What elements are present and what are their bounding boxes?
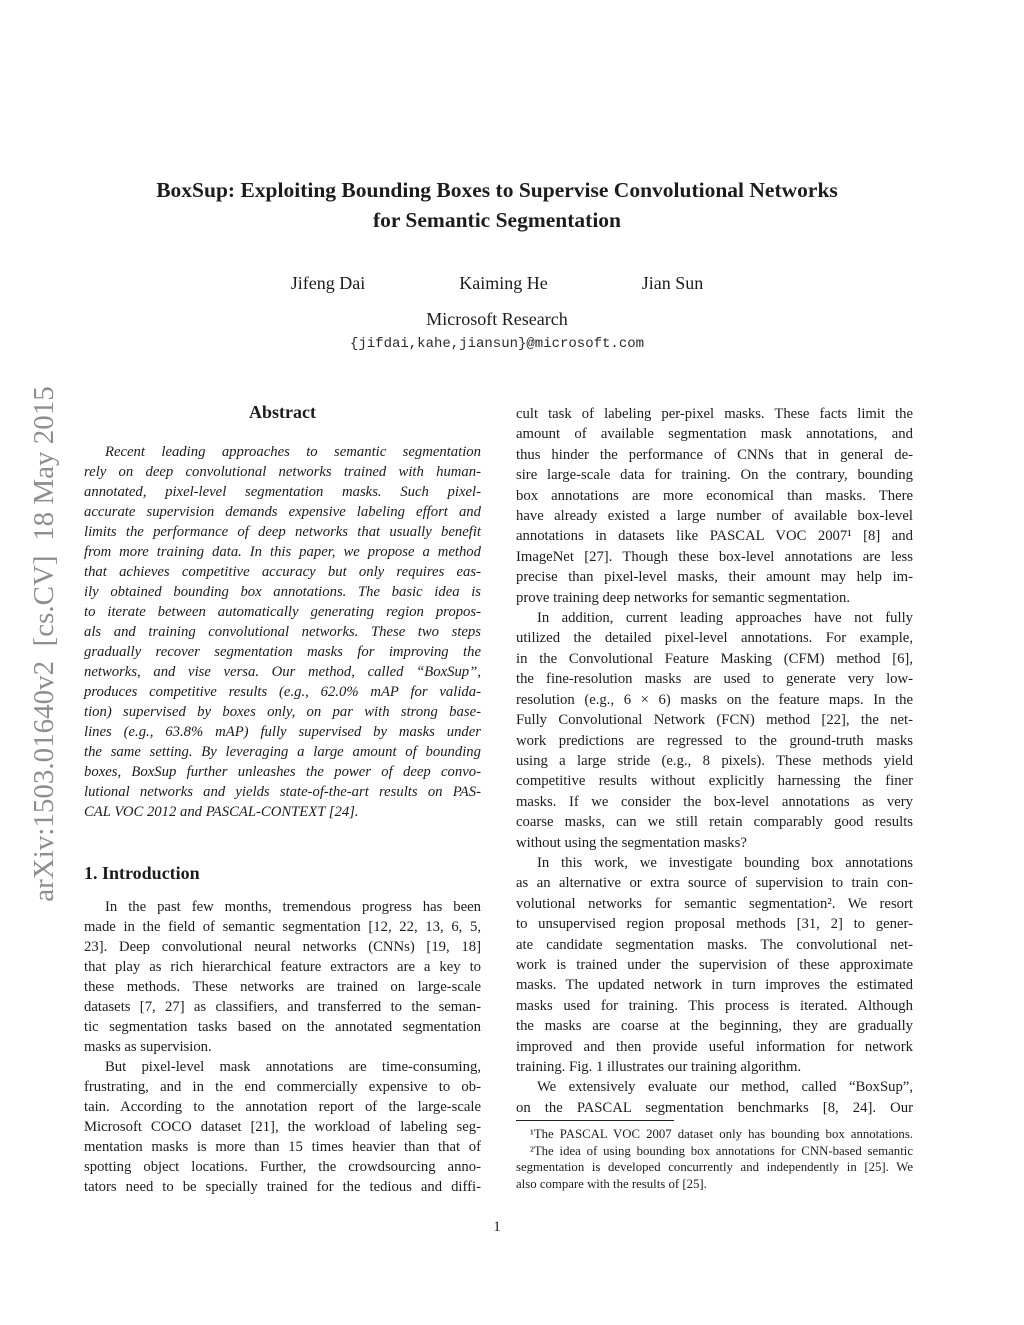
text-line: boxes, BoxSup further unleashes the power of deep convo- — [84, 764, 481, 780]
author-list — [0, 273, 994, 294]
text-line: utilized the detailed pixel-level annotations. For example, — [516, 630, 913, 647]
text-line: competitive results without explicitly harnessing the finer — [516, 773, 913, 790]
text-line: these methods. These networks are trained on large-scale — [84, 979, 481, 995]
text-line: datasets [7, 27] as classifiers, and transferred to the seman- — [84, 999, 481, 1015]
text-line: volutional networks for semantic segmentation². We resort — [516, 895, 913, 912]
text-line: produces competitive results (e.g., 62.0% mAP for valida- — [84, 684, 481, 700]
text-line: lines (e.g., 63.8% mAP) fully supervised by masks under — [84, 724, 481, 740]
abstract-paragraph — [84, 442, 481, 822]
paper-title-line-2: for Semantic Segmentation — [372, 208, 622, 232]
text-line: precise than pixel-level masks, their amount may help im- — [516, 569, 913, 586]
introduction-heading: 1. Introduction — [84, 863, 200, 883]
author-3: Jian Sun — [641, 273, 704, 293]
page-number: 1 — [493, 1219, 501, 1235]
text-line: rely on deep convolutional networks trained with human- — [84, 464, 481, 480]
text-line: limits the performance of deep networks that usually benefit — [84, 524, 481, 540]
text-line: But pixel-level mask annotations are time-consuming, — [105, 1059, 481, 1075]
author-2: Kaiming He — [459, 273, 548, 293]
right-column — [516, 404, 913, 1192]
text-line: amount of available segmentation mask annotations, and — [516, 426, 913, 443]
text-line: to unsupervised region proposal methods [31, 2] to gener- — [516, 916, 913, 933]
text-line: segmentation is developed concurrently and independently in [25]. We — [516, 1160, 913, 1175]
text-line: made in the field of semantic segmentation [12, 22, 13, 6, 5, — [84, 919, 481, 935]
text-line: In the past few months, tremendous progress has been — [105, 899, 481, 915]
paper-title-line-1: BoxSup: Exploiting Bounding Boxes to Supervise Convolutional Networks — [156, 178, 838, 202]
text-line: ²The idea of using bounding box annotations for CNN-based semantic — [530, 1143, 913, 1158]
text-line: sire large-scale data for training. On the contrary, bounding — [516, 467, 913, 484]
text-line: mentation masks is more than 15 times heavier than that of — [84, 1139, 481, 1155]
text-line: ily obtained bounding box annotations. The basic idea is — [84, 584, 481, 600]
intro-paragraph-2 — [84, 1057, 481, 1197]
text-line: the same setting. By leveraging a large amount of bounding — [84, 744, 481, 760]
text-line: accurate supervision demands expensive labeling effort and — [84, 504, 481, 520]
text-line: annotations in datasets like PASCAL VOC 2007¹ [8] and — [516, 528, 913, 545]
text-line: training. Fig. 1 illustrates our training algorithm. — [516, 1059, 802, 1075]
text-line: masks. The updated network in turn improves the estimated — [516, 977, 913, 994]
text-line: tion) supervised by boxes only, on par with strong base- — [84, 704, 481, 720]
footnote-rule — [516, 1120, 674, 1121]
footnotes — [516, 1120, 913, 1192]
text-line: resolution (e.g., 6 × 6) masks on the feature maps. In the — [516, 691, 913, 708]
text-line: that play as rich hierarchical feature extractors are a key to — [84, 959, 481, 975]
text-line: as an alternative or extra source of supervision to train con- — [516, 875, 913, 892]
text-line: In addition, current leading approaches have not fully — [537, 610, 913, 627]
text-line: masks as supervision. — [84, 1039, 212, 1055]
text-line: also compare with the results of [25]. — [516, 1176, 707, 1191]
text-line: improved and then provide useful information for network — [516, 1038, 913, 1055]
right-paragraph-2 — [516, 608, 913, 853]
text-line: tain. According to the annotation report of the large-scale — [84, 1099, 481, 1115]
left-column — [84, 402, 481, 1197]
text-line: In this work, we investigate bounding box annotations — [537, 854, 913, 871]
right-paragraph-1 — [516, 404, 913, 608]
text-line: 23]. Deep convolutional neural networks (CNNs) [19, 18] — [84, 939, 481, 955]
text-line: frustrating, and in the end commercially expensive to ob- — [84, 1079, 481, 1095]
footnote-1 — [516, 1126, 913, 1143]
affiliation: Microsoft Research — [426, 309, 568, 329]
text-line: the masks are coarse at the beginning, they are gradually — [516, 1018, 913, 1035]
text-line: the fine-resolution masks are used to generate very low- — [516, 671, 913, 688]
text-line: work predictions are regressed to the ground-truth masks — [516, 732, 913, 749]
text-line: gradually recover segmentation masks for improving the — [84, 644, 481, 660]
text-line: ate candidate segmentation masks. The convolutional net- — [516, 936, 913, 953]
text-line: spotting object locations. Further, the crowdsourcing anno- — [84, 1159, 481, 1175]
text-line: We extensively evaluate our method, called “BoxSup”, — [537, 1079, 913, 1096]
author-1: Jifeng Dai — [290, 273, 366, 293]
paper-title — [0, 175, 994, 235]
text-line: Fully Convolutional Network (FCN) method [22], the net- — [516, 712, 913, 729]
right-paragraph-4 — [516, 1077, 913, 1118]
text-line: to iterate between automatically generating region propos- — [84, 604, 481, 620]
text-line: masks. If we consider the box-level annotations as very — [516, 793, 913, 810]
text-line: from more training data. In this paper, we propose a method — [84, 544, 481, 560]
text-line: CAL VOC 2012 and PASCAL-CONTEXT [24]. — [84, 804, 359, 820]
text-line: networks, and vise versa. Our method, called “BoxSup”, — [84, 664, 481, 680]
text-line: box annotations are more economical than masks. There — [516, 487, 913, 504]
abstract-heading: Abstract — [249, 402, 316, 422]
intro-paragraph-1 — [84, 897, 481, 1057]
arxiv-watermark: arXiv:1503.01640v2 [cs.CV] 18 May 2015 — [28, 386, 60, 902]
email-line: {jifdai,kahe,jiansun}@microsoft.com — [349, 336, 645, 352]
text-line: ImageNet [27]. Though these box-level annotations are less — [516, 548, 913, 565]
text-line: tic segmentation tasks based on the annotated segmentation — [84, 1019, 481, 1035]
text-line: cult task of labeling per-pixel masks. These facts limit the — [516, 406, 913, 422]
text-line: lutional networks and yields state-of-the-art results on PAS- — [84, 784, 481, 800]
text-line: thus hinder the performance of CNNs that in general de- — [516, 446, 913, 463]
text-line: in the Convolutional Feature Masking (CFM) method [6], — [516, 650, 913, 667]
text-line: masks used for training. This process is iterated. Although — [516, 997, 913, 1014]
text-line: prove training deep networks for semantic segmentation. — [516, 589, 851, 606]
text-line: using a large stride (e.g., 8 pixels). These methods yield — [516, 752, 913, 769]
footnote-2 — [516, 1143, 913, 1193]
text-line: als and training convolutional networks. These two steps — [84, 624, 481, 640]
text-line: Microsoft COCO dataset [21], the workload of labeling seg- — [84, 1119, 481, 1135]
text-line: without using the segmentation masks? — [516, 834, 747, 851]
text-line: have already existed a large number of available box-level — [516, 508, 913, 525]
text-line: that achieves competitive accuracy but only requires eas- — [84, 564, 481, 580]
text-line: Recent leading approaches to semantic segmentation — [105, 444, 481, 460]
text-line: work is trained under the supervision of these approximate — [516, 956, 913, 973]
text-line: tators need to be specially trained for the tedious and diffi- — [84, 1179, 481, 1195]
text-line: ¹The PASCAL VOC 2007 dataset only has bounding box annotations. — [530, 1127, 913, 1142]
text-line: annotated, pixel-level segmentation masks. Such pixel- — [84, 484, 481, 500]
text-line: on the PASCAL segmentation benchmarks [8, 24]. Our — [516, 1099, 913, 1116]
text-line: coarse masks, can we still retain comparably good results — [516, 814, 913, 831]
right-paragraph-3 — [516, 853, 913, 1077]
